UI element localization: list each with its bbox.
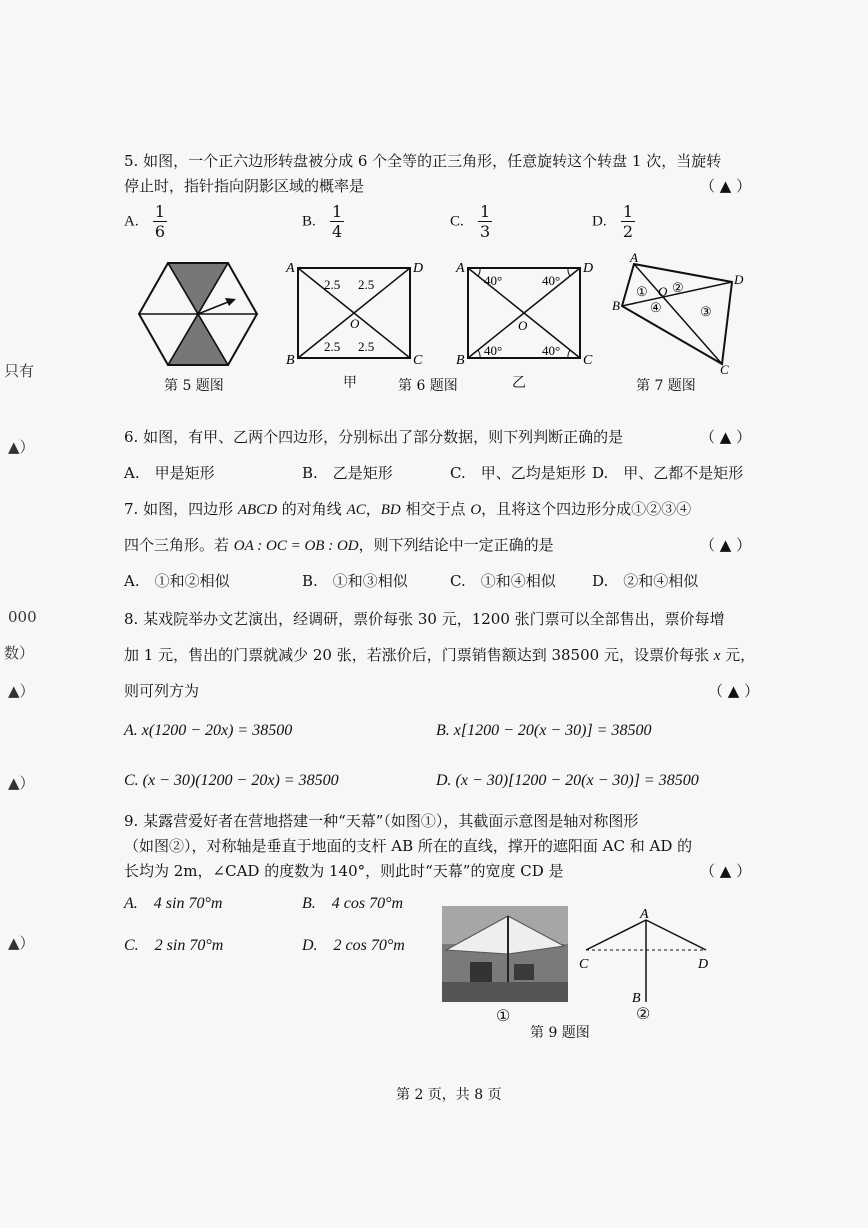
q9-answer-mark: （ ▲ ） xyxy=(700,862,752,880)
angle-value: 40° xyxy=(542,343,561,358)
segment-value: 2.5 xyxy=(358,277,375,292)
q8-option-c[interactable]: C. (x − 30)(1200 − 20x) = 38500 xyxy=(124,772,339,789)
q9-option-a[interactable]: A. 4 sin 70°m xyxy=(124,895,223,912)
q8-option-d[interactable]: D. (x − 30)[1200 − 20(x − 30)] = 38500 xyxy=(436,772,699,789)
point-b-label: B xyxy=(632,991,641,1006)
q6-text: 6. 如图，有甲、乙两个四边形，分别标出了部分数据，则下列判断正确的是 xyxy=(124,428,624,446)
hexagon-spinner-figure xyxy=(136,260,260,370)
angle-value: 40° xyxy=(484,343,503,358)
angle-value: 40° xyxy=(542,273,561,288)
point-a-label: A xyxy=(456,261,465,276)
q6-option-d[interactable]: D. 甲、乙都不是矩形 xyxy=(592,464,744,482)
quadrilateral-abcd xyxy=(622,264,732,364)
shaded-triangle-bottom xyxy=(168,314,228,365)
q7-option-b[interactable]: B. ①和③相似 xyxy=(302,572,408,590)
q5-option-d[interactable]: D. $\frac{1}{2}$ xyxy=(592,202,633,241)
q5-line2: 停止时，指针指向阴影区域的概率是 xyxy=(124,177,365,195)
q8-answer-mark: （ ▲ ） xyxy=(708,682,760,700)
angle-value: 40° xyxy=(484,273,503,288)
fig7-caption: 第 7 题图 xyxy=(636,378,696,394)
point-b-label: B xyxy=(286,353,295,368)
tent-cross-section-diagram xyxy=(576,906,716,1006)
angle-arc xyxy=(568,268,570,276)
margin-fragment-1: 只有 xyxy=(4,362,35,380)
segment-value: 2.5 xyxy=(324,277,341,292)
q5-option-c[interactable]: C. $\frac{1}{3}$ xyxy=(450,202,491,241)
table-shape xyxy=(514,964,534,980)
fraction: $\frac{1}{2}$ xyxy=(622,202,633,241)
region-4-label: ④ xyxy=(650,300,662,315)
point-c-label: C xyxy=(583,353,593,368)
margin-fragment-4: 数） xyxy=(4,644,35,662)
q7-answer-mark: （ ▲ ） xyxy=(700,536,752,554)
q7-option-a[interactable]: A. ①和②相似 xyxy=(124,572,230,590)
photo-ground xyxy=(442,982,568,1002)
segment-ac xyxy=(586,920,646,950)
q7-option-c[interactable]: C. ①和④相似 xyxy=(450,572,556,590)
margin-fragment-5: ▲） xyxy=(8,682,35,700)
fig6-caption: 第 6 题图 xyxy=(398,378,458,394)
q5-option-b[interactable]: B. $\frac{1}{4}$ xyxy=(302,202,343,241)
point-o-label: O xyxy=(518,318,528,333)
q8-option-a[interactable]: A. x(1200 − 20x) = 38500 xyxy=(124,722,293,739)
q8-option-b[interactable]: B. x[1200 − 20(x − 30)] = 38500 xyxy=(436,722,652,739)
figure-yi-label: 乙 xyxy=(512,375,526,391)
angle-arc xyxy=(478,268,480,276)
point-a-label: A xyxy=(630,252,638,265)
photo-label: ① xyxy=(496,1006,511,1025)
point-c-label: C xyxy=(579,957,589,972)
q9-line1: 9. 某露营爱好者在营地搭建一种“天幕”（如图①），其截面示意图是轴对称图形 xyxy=(124,812,639,830)
q9-option-c[interactable]: C. 2 sin 70°m xyxy=(124,937,224,954)
figure-jia-label: 甲 xyxy=(343,375,357,391)
margin-fragment-7: ▲） xyxy=(8,934,35,952)
q7-option-d[interactable]: D. ②和④相似 xyxy=(592,572,699,590)
q9-option-d[interactable]: D. 2 cos 70°m xyxy=(302,937,405,954)
point-d-label: D xyxy=(583,261,594,276)
figure-jia xyxy=(280,258,430,370)
point-b-label: B xyxy=(456,353,465,368)
margin-fragment-3: 000 xyxy=(8,608,37,626)
q8-line1: 8. 某戏院举办文艺演出，经调研，票价每张 30 元，1200 张门票可以全部售出，票价每增 xyxy=(124,610,725,628)
q5-answer-mark: （ ▲ ） xyxy=(700,177,752,195)
figure-7 xyxy=(612,252,752,376)
q6-option-a[interactable]: A. 甲是矩形 xyxy=(124,464,215,482)
q7-line1: 7. 如图，四边形 ABCD 的对角线 AC，BD 相交于点 O，且将这个四边形分成①②③④ xyxy=(124,500,692,518)
point-a-label: A xyxy=(286,261,295,276)
tent-photo xyxy=(442,906,568,1002)
point-o-label: O xyxy=(350,316,360,331)
fraction: $\frac{1}{3}$ xyxy=(479,202,491,241)
angle-arc xyxy=(478,350,480,358)
chair-shape xyxy=(470,962,492,982)
point-d-label: D xyxy=(698,957,709,972)
q9-line2: （如图②），对称轴是垂直于地面的支杆 AB 所在的直线，撑开的遮阳面 AC 和 AD 的 xyxy=(124,837,693,855)
q6-option-b[interactable]: B. 乙是矩形 xyxy=(302,464,393,482)
point-d-label: D xyxy=(734,272,744,287)
point-c-label: C xyxy=(720,362,729,376)
angle-arc xyxy=(568,350,570,358)
margin-fragment-2: ▲） xyxy=(8,438,35,456)
q9-line3: 长均为 2m，∠CAD 的度数为 140°，则此时“天幕”的宽度 CD 是 xyxy=(124,862,564,880)
fig9-caption: 第 9 题图 xyxy=(530,1025,590,1041)
region-3-label: ③ xyxy=(700,304,712,319)
region-1-label: ① xyxy=(636,284,648,299)
q5-option-a[interactable]: A. $\frac{1}{6}$ xyxy=(124,202,165,241)
q6-answer-mark: （ ▲ ） xyxy=(700,428,752,446)
point-o-label: O xyxy=(658,284,668,299)
point-b-label: B xyxy=(612,298,620,313)
page-number: 第 2 页，共 8 页 xyxy=(396,1087,502,1103)
q8-line2: 加 1 元，售出的门票就减少 20 张，若涨价后，门票销售额达到 38500 元，设票价每张 x 元， xyxy=(124,646,756,664)
fig5-caption: 第 5 题图 xyxy=(164,378,224,394)
q6-option-c[interactable]: C. 甲、乙均是矩形 xyxy=(450,464,586,482)
segment-value: 2.5 xyxy=(324,339,341,354)
q8-line3: 则可列方为 xyxy=(124,682,200,700)
point-c-label: C xyxy=(413,353,423,368)
fraction: $\frac{1}{4}$ xyxy=(331,202,343,241)
region-2-label: ② xyxy=(672,280,684,295)
diagram-label: ② xyxy=(636,1004,651,1023)
margin-fragment-6: ▲） xyxy=(8,774,35,792)
q9-option-b[interactable]: B. 4 cos 70°m xyxy=(302,895,404,912)
segment-ad xyxy=(646,920,706,950)
point-d-label: D xyxy=(413,261,424,276)
fraction: $\frac{1}{6}$ xyxy=(154,202,165,241)
segment-value: 2.5 xyxy=(358,339,375,354)
figure-yi xyxy=(450,258,600,370)
point-a-label: A xyxy=(640,907,649,922)
q7-line2: 四个三角形。若 OA : OC = OB : OD，则下列结论中一定正确的是 xyxy=(124,536,554,554)
q5-line1: 5. 如图，一个正六边形转盘被分成 6 个全等的正三角形，任意旋转这个转盘 1 次，当旋转 xyxy=(124,152,722,170)
